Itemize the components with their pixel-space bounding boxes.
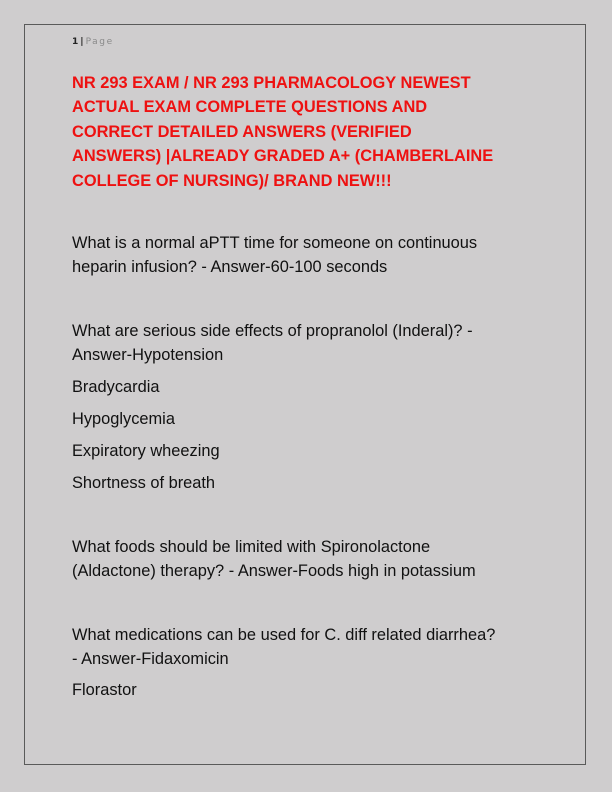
page-separator: | <box>80 37 84 47</box>
title-line: NR 293 EXAM / NR 293 PHARMACOLOGY NEWEST <box>72 74 471 92</box>
answer-item: Expiratory wheezing <box>72 442 220 460</box>
title-line: ANSWERS) |ALREADY GRADED A+ (CHAMBERLAINE <box>72 147 494 166</box>
page-number-header <box>72 36 114 48</box>
question-line: What foods should be limited with Spironolactone <box>72 538 431 556</box>
answer-item: Shortness of breath <box>72 474 216 492</box>
answer-item: Hypoglycemia <box>72 410 175 428</box>
question-line: What is a normal aPTT time for someone on continuous <box>72 234 478 252</box>
answer-item: Bradycardia <box>72 378 160 396</box>
title-line: ACTUAL EXAM COMPLETE QUESTIONS AND <box>72 98 428 117</box>
page-number: 1 <box>72 37 79 47</box>
question-line: heparin infusion? - Answer-60-100 seconds <box>72 258 388 276</box>
title-line: COLLEGE OF NURSING)/ BRAND NEW!!! <box>72 171 392 190</box>
page-label: Page <box>85 37 114 47</box>
answer-item: Florastor <box>72 681 137 699</box>
question-line: - Answer-Fidaxomicin <box>72 650 229 668</box>
question-line: What medications can be used for C. diff related diarrhea? <box>72 626 496 644</box>
title-line: CORRECT DETAILED ANSWERS (VERIFIED <box>72 122 412 141</box>
question-line: Answer-Hypotension <box>72 346 224 364</box>
document-title <box>72 71 552 193</box>
question-line: (Aldactone) therapy? - Answer-Foods high in potassium <box>72 562 476 580</box>
question-line: What are serious side effects of propranolol (Inderal)? - <box>72 322 473 340</box>
